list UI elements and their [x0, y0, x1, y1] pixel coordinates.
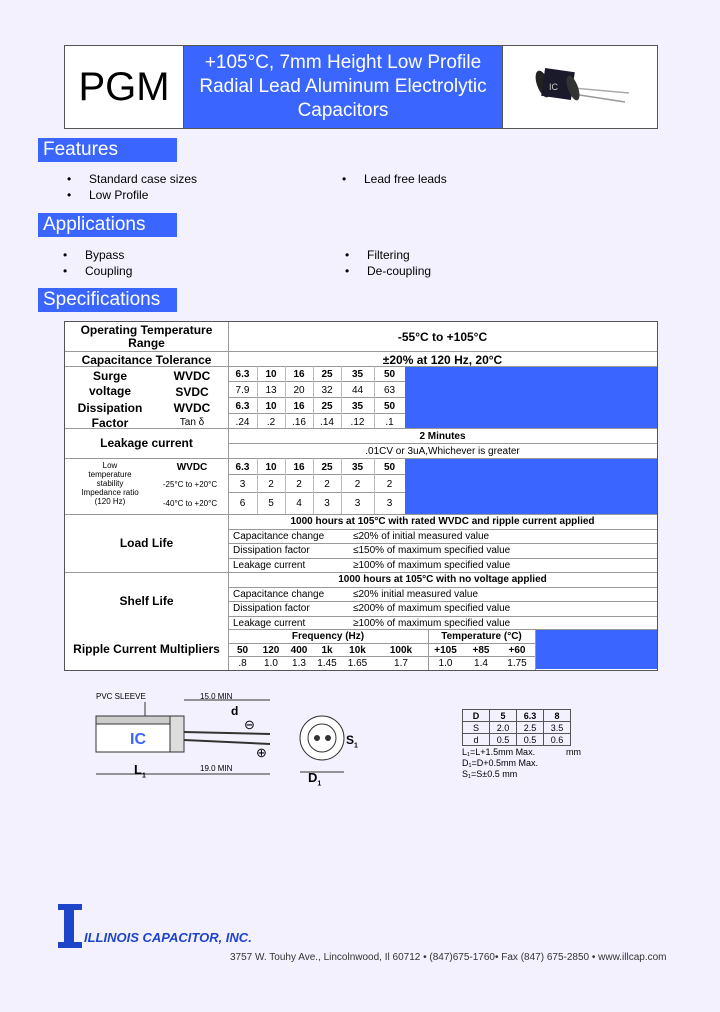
feature-item: • Standard case sizes: [89, 172, 197, 186]
spec-cell: 35: [351, 369, 364, 380]
company-name: ILLINOIS CAPACITOR, INC.: [84, 930, 252, 945]
ripple-freq-heading: Frequency (Hz): [291, 631, 365, 642]
shelf-life-item-name: Leakage current: [233, 618, 306, 629]
load-life-item-name: Dissipation factor: [233, 545, 310, 556]
surge-label: Surge: [92, 369, 127, 383]
spec-cell: 50: [383, 369, 396, 380]
ripple-label: Ripple Current Multipliers: [73, 642, 220, 656]
spec-cell: 10: [265, 401, 277, 412]
spec-cell: 3: [386, 498, 393, 509]
ripple-cell: 1.7: [394, 658, 408, 669]
features-heading: Features: [38, 138, 177, 162]
ripple-cell: 1k: [321, 645, 333, 656]
ripple-cell: 1.3: [292, 658, 306, 669]
low-temp-r1-label: -25°C to +20°C: [162, 480, 218, 489]
logo-graphic: [58, 902, 86, 952]
feature-item: • Lead free leads: [364, 172, 447, 186]
ic-mark: IC: [130, 731, 146, 748]
wvdc-label: WVDC: [173, 369, 211, 383]
load-life-item-name: Capacitance change: [233, 531, 325, 542]
cap-tol-value: ±20% at 120 Hz, 20°C: [382, 353, 503, 367]
shelf-life-heading: 1000 hours at 105°C with no voltage applied: [338, 574, 547, 585]
load-life-item-value: ≤20% of initial measured value: [353, 531, 490, 542]
spec-cell: .16: [292, 417, 306, 428]
capacitor-image: [503, 46, 657, 128]
spec-cell: 10: [265, 369, 277, 380]
spec-cell: 3: [354, 498, 361, 509]
sleeve-label: PVC SLEEVE: [96, 692, 146, 701]
spec-cell: 6.3: [235, 401, 250, 412]
feature-item: • Low Profile: [89, 188, 148, 202]
application-item: • Coupling: [85, 264, 132, 278]
application-item: • Filtering: [367, 248, 410, 262]
spec-cell: 44: [351, 385, 364, 396]
spec-cell: .12: [350, 417, 365, 428]
ripple-cell: 1.0: [438, 658, 453, 669]
capacitor-photo: [503, 46, 657, 128]
dimension-table: [462, 709, 571, 746]
application-item: • Bypass: [85, 248, 124, 262]
dim-row: S 2.0 2.5 3.5: [463, 722, 571, 734]
minus-symbol: ⊖: [244, 717, 255, 732]
shelf-life-item-value: ≤200% of maximum specified value: [353, 603, 511, 614]
ripple-cell: +105: [434, 645, 457, 656]
shelf-life-item-value: ≤20% initial measured value: [353, 589, 478, 600]
load-life-item-value: ≥100% of maximum specified value: [353, 560, 511, 571]
ripple-cell: +60: [508, 645, 526, 656]
title-line-2: Radial Lead Aluminum Electrolytic: [199, 76, 487, 97]
spec-cell: 20: [293, 385, 305, 396]
voltage-label: voltage: [88, 384, 131, 398]
dim-unit: mm: [566, 747, 581, 757]
blue-fill: [405, 366, 657, 428]
dim-header-row: D 5 6.3 8: [463, 710, 571, 722]
spec-cell: 6.3: [235, 369, 250, 380]
op-temp-label: Operating Temperature Range: [80, 323, 213, 350]
application-item: • De-coupling: [367, 264, 431, 278]
spec-cell: 2: [296, 479, 302, 490]
spec-cell: .2: [266, 417, 276, 428]
shelf-life-item-value: ≥100% of maximum specified value: [353, 618, 511, 629]
spec-cell: 25: [321, 369, 333, 380]
shelf-life-label: Shelf Life: [119, 594, 174, 608]
spec-cell: 2: [324, 479, 330, 490]
company-logo: [58, 902, 86, 952]
spec-cell: 3: [324, 498, 330, 509]
svg-text:IC: IC: [549, 82, 558, 92]
spec-cell: .14: [320, 417, 334, 428]
title-line-1: +105°C, 7mm Height Low Profile: [204, 52, 482, 73]
spec-cell: 25: [321, 401, 333, 412]
ripple-cell: +85: [472, 645, 490, 656]
spec-cell: 13: [265, 385, 277, 396]
ripple-cell: 1.0: [264, 658, 278, 669]
spec-cell: 32: [321, 385, 333, 396]
company-address: 3757 W. Touhy Ave., Lincolnwood, Il 60712 • (847)675-1760• Fax (847) 675-2850 • www.illcap.com: [230, 952, 667, 963]
spec-cell: 35: [351, 401, 364, 412]
ripple-cell: 120: [262, 645, 280, 656]
diameter-label: $D_1$: [308, 770, 322, 788]
spec-cell: 7.9: [235, 385, 250, 396]
low-temp-wvdc-label: WVDC: [176, 462, 208, 473]
spec-cell: 50: [383, 401, 396, 412]
leakage-spec: .01CV or 3uA,Whichever is greater: [365, 446, 520, 457]
low-temp-r2-label: -40°C to +20°C: [162, 499, 218, 508]
leakage-label: Leakage current: [100, 436, 193, 450]
low-temp-label: Low temperature stability Impedance ratio (120 Hz): [81, 461, 139, 506]
spec-cell: 25: [321, 462, 333, 473]
specifications-table: [64, 321, 658, 671]
lead-diameter-label: d: [231, 704, 239, 718]
ripple-cell: 1.65: [347, 658, 368, 669]
dissipation-label: Dissipation: [77, 401, 143, 415]
spec-cell: 16: [293, 369, 305, 380]
spec-cell: 16: [293, 462, 305, 473]
ripple-cell: 400: [290, 645, 308, 656]
spec-cell: 6: [239, 498, 246, 509]
spec-cell: 2: [268, 479, 274, 490]
spec-cell: .1: [385, 417, 394, 428]
applications-heading: Applications: [38, 213, 177, 237]
series-name: PGM: [65, 46, 184, 128]
specifications-heading: Specifications: [38, 288, 177, 312]
title-line-3: Capacitors: [297, 100, 389, 121]
load-life-item-name: Leakage current: [233, 560, 306, 571]
wvdc-label: WVDC: [173, 401, 211, 415]
title-header: [64, 45, 658, 129]
spec-cell: 4: [296, 498, 302, 509]
dim-row: d 0.5 0.5 0.6: [463, 734, 571, 746]
spec-cell: 16: [293, 401, 305, 412]
load-life-label: Load Life: [119, 536, 174, 550]
spec-cell: 3: [239, 479, 246, 490]
ripple-cell: 1.75: [507, 658, 527, 669]
length-label: $L_1$: [134, 762, 146, 780]
spec-cell: 2: [386, 479, 393, 490]
spec-cell: 63: [383, 385, 396, 396]
tan-label: Tan δ: [179, 417, 205, 428]
ripple-cell: 10k: [349, 645, 366, 656]
dim-bottom-label: 19.0 MIN: [200, 764, 233, 773]
load-life-item-value: ≤150% of maximum specified value: [353, 545, 511, 556]
dim-top-label: 15.0 MIN: [200, 692, 233, 701]
ripple-cell: 50: [236, 645, 249, 656]
spec-cell: 6.3: [235, 462, 250, 473]
leakage-time: 2 Minutes: [419, 431, 466, 442]
load-life-heading: 1000 hours at 105°C with rated WVDC and ripple current applied: [290, 516, 595, 527]
spec-cell: 10: [265, 462, 277, 473]
spacing-label: $S_1$: [346, 733, 358, 750]
shelf-life-item-name: Capacitance change: [233, 589, 325, 600]
spec-cell: 5: [268, 498, 274, 509]
dim-notes: L₁=L+1.5mm Max. D₁=D+0.5mm Max. S₁=S±0.5 mm: [462, 747, 539, 779]
plus-symbol: ⊕: [256, 745, 267, 760]
shelf-life-item-name: Dissipation factor: [233, 603, 310, 614]
spec-cell: 50: [383, 462, 396, 473]
cap-tol-label: Capacitance Tolerance: [81, 353, 212, 367]
spec-cell: .24: [235, 417, 250, 428]
ripple-cell: 1.45: [317, 658, 337, 669]
spec-cell: 2: [354, 479, 361, 490]
ripple-cell: .8: [238, 658, 247, 669]
spec-cell: 35: [351, 462, 364, 473]
ripple-cell: 100k: [389, 645, 413, 656]
blue-fill: [535, 629, 657, 669]
blue-fill: [405, 458, 657, 514]
product-title: [184, 46, 503, 128]
ripple-cell: 1.4: [474, 658, 488, 669]
factor-label: Factor: [91, 416, 129, 430]
op-temp-value: -55°C to +105°C: [397, 330, 488, 344]
ripple-temp-heading: Temperature (°C): [441, 631, 522, 642]
svdc-label: SVDC: [175, 385, 209, 399]
